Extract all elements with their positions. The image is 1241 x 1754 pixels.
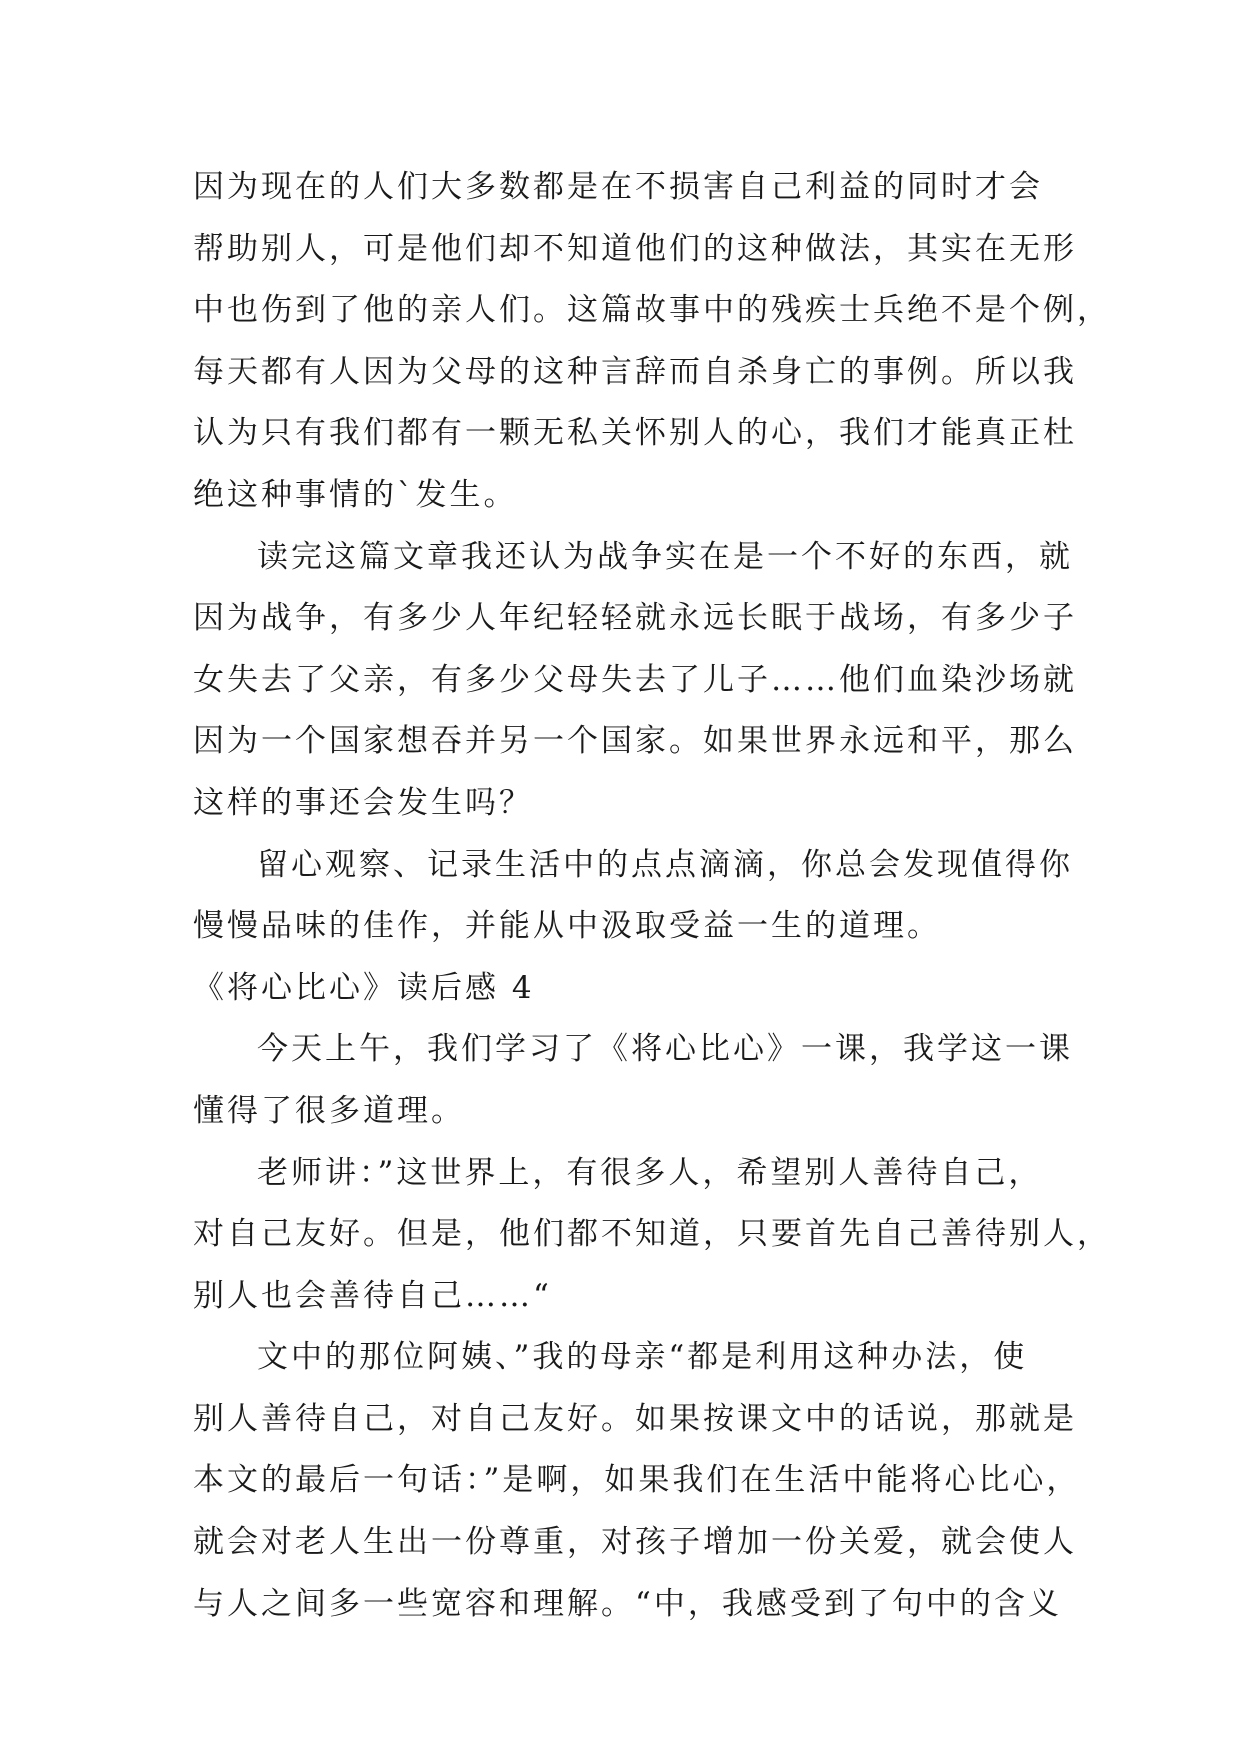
text-line: 与人之间多一些宽容和理解。“中，我感受到了句中的含义 bbox=[193, 1585, 1062, 1622]
text-line: 中也伤到了他的亲人们。这篇故事中的残疾士兵绝不是个例， bbox=[193, 292, 1111, 329]
text-line: 绝这种事情的`发生。 bbox=[193, 476, 518, 513]
text-line: 帮助别人，可是他们却不知道他们的这种做法，其实在无形 bbox=[193, 230, 1077, 267]
text-line: 别人也会善待自己……“ bbox=[193, 1277, 552, 1314]
text-line: 本文的最后一句话：”是啊，如果我们在生活中能将心比心， bbox=[193, 1462, 1081, 1499]
text-line: 慢慢品味的佳作，并能从中汲取受益一生的道理。 bbox=[193, 908, 941, 945]
text-line: 留心观察、记录生活中的点点滴滴，你总会发现值得你 bbox=[257, 846, 1073, 883]
text-line: 就会对老人生出一份尊重，对孩子增加一份关爱，就会使人 bbox=[193, 1524, 1077, 1561]
text-line: 老师讲：”这世界上，有很多人，希望别人善待自己， bbox=[257, 1154, 1043, 1191]
text-line: 今天上午，我们学习了《将心比心》一课，我学这一课 bbox=[257, 1031, 1073, 1068]
text-line: 读完这篇文章我还认为战争实在是一个不好的东西，就 bbox=[257, 538, 1073, 575]
text-line: 认为只有我们都有一颗无私关怀别人的心，我们才能真正杜 bbox=[193, 415, 1077, 452]
text-line: 每天都有人因为父母的这种言辞而自杀身亡的事例。所以我 bbox=[193, 353, 1077, 390]
text-line: 对自己友好。但是，他们都不知道，只要首先自己善待别人， bbox=[193, 1216, 1111, 1253]
text-line: 《将心比心》读后感 4 bbox=[193, 969, 535, 1006]
document-body bbox=[193, 157, 1111, 1635]
text-line: 因为战争，有多少人年纪轻轻就永远长眠于战场，有多少子 bbox=[193, 600, 1077, 637]
text-line: 这样的事还会发生吗？ bbox=[193, 784, 533, 821]
text-line: 因为一个国家想吞并另一个国家。如果世界永远和平，那么 bbox=[193, 723, 1077, 760]
text-line: 因为现在的人们大多数都是在不损害自己利益的同时才会 bbox=[193, 169, 1043, 205]
text-line: 文中的那位阿姨、”我的母亲“都是利用这种办法，使 bbox=[257, 1339, 1028, 1376]
text-line: 别人善待自己，对自己友好。如果按课文中的话说，那就是 bbox=[193, 1400, 1077, 1437]
text-line: 懂得了很多道理。 bbox=[193, 1092, 465, 1129]
text-line: 女失去了父亲，有多少父母失去了儿子……他们血染沙场就 bbox=[193, 661, 1077, 698]
